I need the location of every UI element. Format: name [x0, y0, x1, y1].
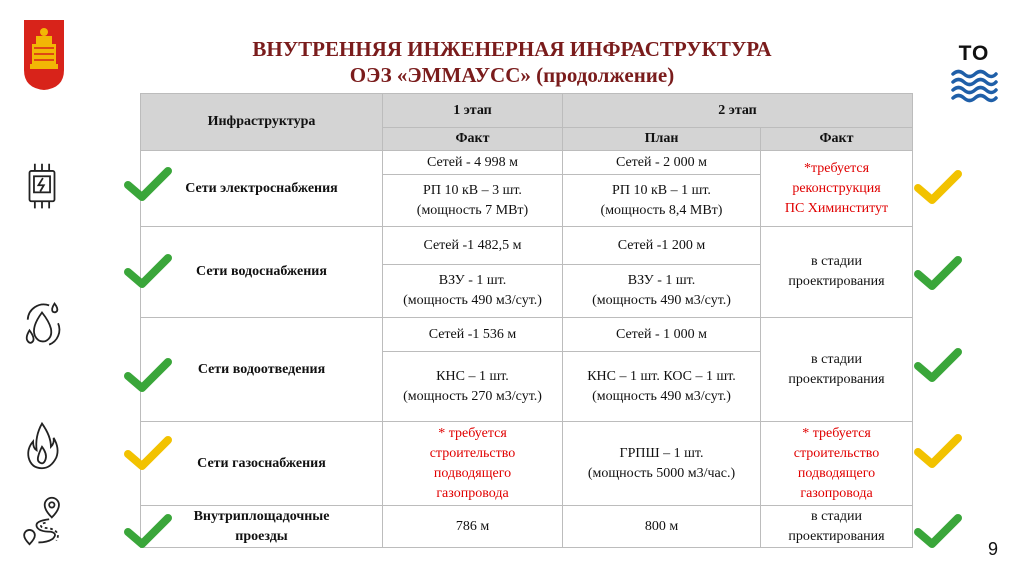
cell-line: ПС Химинститут [784, 200, 889, 216]
infrastructure-table [140, 93, 913, 548]
subheader-fact-2: Факт [761, 128, 913, 151]
cell-line: строительство [793, 445, 880, 461]
table-cell: Сетей - 1 000 м [563, 318, 761, 352]
check-icon [122, 252, 174, 292]
cell-line: ВЗУ - 1 шт. [627, 273, 696, 288]
cell-line: газопровода [800, 485, 873, 501]
subheader-fact-1: Факт [383, 128, 563, 151]
table-cell [383, 422, 563, 506]
table-cell: Сетей -1 536 м [383, 318, 563, 352]
cell-line: (мощность 8,4 МВт) [600, 202, 723, 218]
cell-line: (мощность 490 м3/сут.) [592, 293, 731, 308]
table-row [141, 227, 913, 265]
cell-line: (мощность 490 м3/сут.) [403, 293, 542, 308]
table-cell [383, 175, 563, 227]
table-cell-fact [761, 318, 913, 422]
row-name: Сети электроснабжения [141, 151, 383, 227]
header-stage-1: 1 этап [383, 94, 563, 128]
page-title [150, 36, 874, 88]
table-cell: 786 м [383, 506, 563, 548]
check-icon [122, 434, 174, 474]
cell-line: * требуется [438, 425, 507, 441]
subheader-plan-2: План [563, 128, 761, 151]
cell-line: проектирования [788, 528, 885, 544]
table-cell-fact [761, 506, 913, 548]
table-cell [563, 422, 761, 506]
cell-line: ВЗУ - 1 шт. [438, 273, 507, 288]
table-cell: Сетей -1 200 м [563, 227, 761, 265]
table-row [141, 151, 913, 175]
cell-line: (мощность 5000 м3/час.) [587, 465, 736, 481]
row-name: Сети водоотведения [141, 318, 383, 422]
cell-line: ГРПШ – 1 шт. [619, 445, 704, 461]
table-cell [383, 352, 563, 422]
logo-text: ТО [958, 42, 990, 65]
check-icon [912, 512, 964, 552]
row-name [141, 506, 383, 548]
route-pin-icon [22, 496, 62, 546]
title-line-1: ВНУТРЕННЯЯ ИНЖЕНЕРНАЯ ИНФРАСТРУКТУРА [252, 37, 772, 61]
cell-line: (мощность 7 МВт) [416, 202, 529, 218]
header-infrastructure: Инфраструктура [141, 94, 383, 151]
flame-icon [22, 420, 62, 470]
table-cell [563, 352, 761, 422]
table-cell: Сетей -1 482,5 м [383, 227, 563, 265]
cell-line: Внутриплощадочные [193, 508, 330, 524]
waves-icon [950, 68, 998, 104]
cell-line: в стадии [811, 254, 862, 269]
cell-line: КНС – 1 шт. [436, 368, 509, 384]
cell-line: (мощность 270 м3/сут.) [403, 388, 542, 404]
table-cell [383, 265, 563, 318]
table-cell: Сетей - 4 998 м [383, 151, 563, 175]
table-row [141, 318, 913, 352]
page-number: 9 [987, 539, 998, 559]
brand-logo [948, 42, 1000, 106]
coat-of-arms-icon [22, 18, 66, 92]
cell-line: проектирования [788, 371, 885, 387]
header-stage-2: 2 этап [563, 94, 913, 128]
title-line-2: ОЭЗ «ЭММАУСС» (продолжение) [349, 63, 675, 87]
cell-line: РП 10 кВ – 1 шт. [612, 182, 711, 198]
table-cell: 800 м [563, 506, 761, 548]
cell-line: *требуется [803, 160, 870, 176]
table-cell-fact [761, 227, 913, 318]
table-row [141, 506, 913, 548]
cell-line: (мощность 490 м3/сут.) [592, 388, 731, 404]
cell-line: * требуется [802, 425, 871, 441]
cell-line: строительство [429, 445, 516, 461]
table-cell: Сетей - 2 000 м [563, 151, 761, 175]
table-cell [563, 175, 761, 227]
table-cell-fact [761, 151, 913, 227]
cell-line: в стадии [811, 351, 862, 367]
check-icon [122, 165, 174, 205]
cell-line: проезды [235, 528, 288, 544]
table-cell [563, 265, 761, 318]
row-name: Сети водоснабжения [141, 227, 383, 318]
cell-line: реконструкция [792, 180, 881, 196]
check-icon [122, 356, 174, 396]
cell-line: проектирования [788, 274, 885, 289]
table-cell-fact [761, 422, 913, 506]
electric-panel-icon [22, 162, 62, 212]
check-icon [122, 512, 174, 552]
cell-line: газопровода [436, 485, 509, 501]
table-row [141, 422, 913, 506]
cell-line: подводящего [797, 465, 876, 481]
cell-line: КНС – 1 шт. КОС – 1 шт. [587, 368, 736, 384]
cell-line: подводящего [433, 465, 512, 481]
check-icon [912, 254, 964, 294]
check-icon [912, 346, 964, 386]
water-drops-icon [22, 300, 62, 350]
cell-line: РП 10 кВ – 3 шт. [423, 182, 522, 198]
row-name: Сети газоснабжения [141, 422, 383, 506]
check-icon [912, 432, 964, 472]
check-icon [912, 168, 964, 208]
cell-line: в стадии [811, 508, 862, 524]
